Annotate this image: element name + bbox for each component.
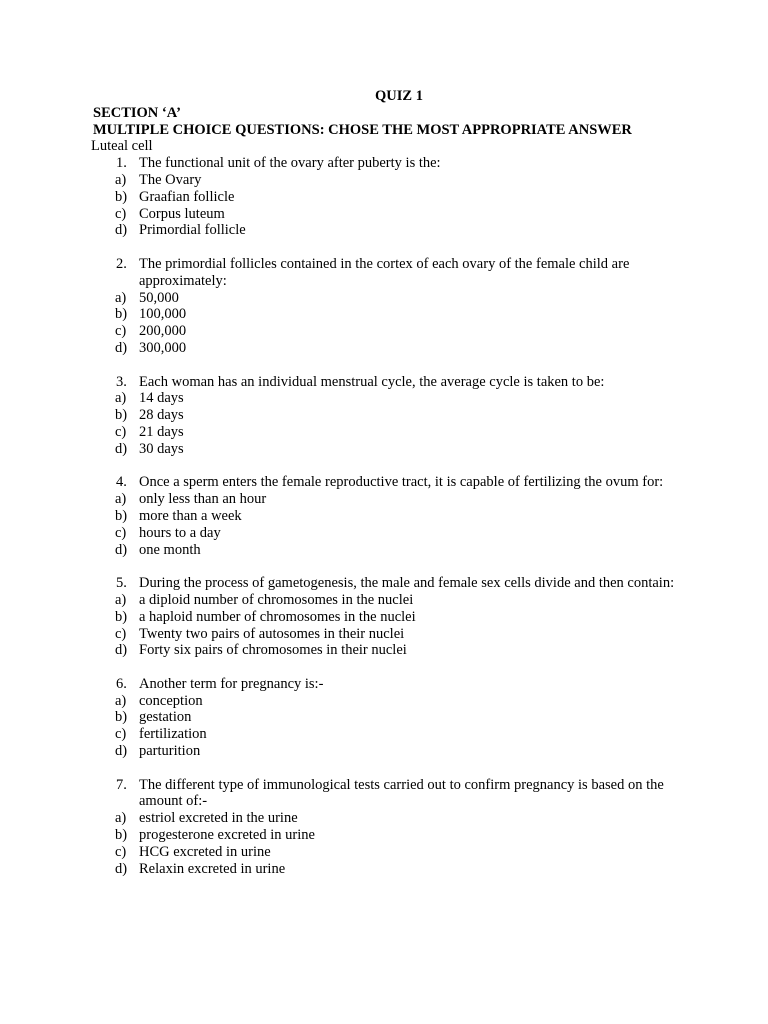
quiz-title: QUIZ 1 (375, 88, 423, 104)
option-list (93, 491, 693, 558)
option-letter: d) (115, 440, 128, 457)
option-text: a haploid number of chromosomes in the nuclei (139, 608, 416, 625)
answer-option (93, 861, 693, 878)
option-list (93, 390, 693, 457)
option-letter: d) (115, 743, 128, 760)
answer-option (93, 491, 693, 508)
answer-option (93, 525, 693, 542)
option-text: 21 days (139, 423, 184, 440)
option-letter: d) (115, 642, 128, 659)
option-text: Relaxin excreted in urine (139, 860, 286, 877)
spacer (93, 239, 693, 256)
option-text: Twenty two pairs of autosomes in their nuclei (139, 625, 405, 642)
option-text: Graafian follicle (139, 188, 235, 205)
question-text: Once a sperm enters the female reproductive tract, it is capable of fertilizing the ovum for: (139, 474, 664, 491)
option-letter: b) (115, 507, 128, 524)
option-letter: c) (115, 205, 127, 222)
option-text: 14 days (139, 390, 184, 407)
question-number: 5. (116, 575, 127, 592)
answer-option (93, 407, 693, 424)
question-item-4 (93, 474, 693, 558)
option-letter: b) (115, 306, 128, 323)
answer-option (93, 306, 693, 323)
question-item-5 (93, 575, 693, 659)
option-letter: a) (115, 289, 127, 306)
option-letter: c) (115, 323, 127, 340)
question-number: 4. (116, 474, 127, 491)
answer-option (93, 424, 693, 441)
option-text: only less than an hour (139, 491, 267, 508)
option-list (93, 290, 693, 357)
question-number: 7. (116, 776, 127, 793)
option-text: one month (139, 541, 201, 558)
option-letter: a) (115, 591, 127, 608)
answer-option (93, 592, 693, 609)
option-text: fertilization (139, 726, 207, 743)
option-letter: b) (115, 608, 128, 625)
option-letter: c) (115, 423, 127, 440)
spacer (93, 760, 693, 777)
question-number: 6. (116, 675, 127, 692)
question-number: 2. (116, 255, 127, 272)
answer-option (93, 693, 693, 710)
question-text: The different type of immunological tests carried out to confirm pregnancy is based on the amount of:- (139, 776, 664, 810)
answer-option (93, 441, 693, 458)
option-text: Primordial follicle (139, 222, 246, 239)
spacer (93, 558, 693, 575)
quiz-page (93, 88, 693, 877)
option-text: progesterone excreted in urine (139, 827, 315, 844)
option-letter: d) (115, 222, 128, 239)
answer-option (93, 626, 693, 643)
question-list (93, 155, 693, 877)
option-letter: d) (115, 541, 128, 558)
option-text: gestation (139, 709, 192, 726)
option-text: HCG excreted in urine (139, 843, 271, 860)
question-item-7 (93, 777, 693, 878)
option-text: 28 days (139, 407, 184, 424)
option-text: 30 days (139, 440, 184, 457)
answer-option (93, 323, 693, 340)
answer-option (93, 508, 693, 525)
answer-option (93, 642, 693, 659)
option-letter: a) (115, 390, 127, 407)
answer-option (93, 743, 693, 760)
option-text: The Ovary (139, 171, 202, 188)
option-list (93, 172, 693, 239)
answer-option (93, 222, 693, 239)
option-text: estriol excreted in the urine (139, 810, 298, 827)
answer-option (93, 709, 693, 726)
spacer (93, 357, 693, 374)
option-letter: a) (115, 692, 127, 709)
answer-option (93, 726, 693, 743)
option-text: parturition (139, 743, 201, 760)
option-text: Forty six pairs of chromosomes in their nuclei (139, 642, 407, 659)
option-letter: b) (115, 188, 128, 205)
option-letter: b) (115, 709, 128, 726)
option-text: more than a week (139, 507, 242, 524)
answer-option (93, 542, 693, 559)
question-text: Each woman has an individual menstrual cycle, the average cycle is taken to be: (139, 373, 605, 390)
option-letter: d) (115, 339, 128, 356)
option-letter: b) (115, 827, 128, 844)
option-text: Corpus luteum (139, 205, 225, 222)
question-text: Another term for pregnancy is:- (139, 675, 324, 692)
option-text: 200,000 (139, 323, 187, 340)
answer-option (93, 844, 693, 861)
answer-option (93, 172, 693, 189)
option-text: 100,000 (139, 306, 187, 323)
option-list (93, 810, 693, 877)
question-text: The functional unit of the ovary after puberty is the: (139, 155, 441, 172)
question-item-2 (93, 256, 693, 357)
option-letter: b) (115, 407, 128, 424)
answer-option (93, 810, 693, 827)
option-letter: c) (115, 843, 127, 860)
section-heading: SECTION ‘A’ (93, 104, 181, 121)
question-number: 1. (116, 155, 127, 172)
option-text: 50,000 (139, 289, 179, 306)
answer-option (93, 827, 693, 844)
answer-option (93, 390, 693, 407)
option-letter: c) (115, 726, 127, 743)
option-text: 300,000 (139, 339, 187, 356)
answer-option (93, 609, 693, 626)
option-letter: c) (115, 625, 127, 642)
answer-option (93, 290, 693, 307)
answer-option (93, 340, 693, 357)
question-text: The primordial follicles contained in the cortex of each ovary of the female child are approximately: (139, 255, 630, 289)
question-text: During the process of gametogenesis, the male and female sex cells divide and then contain: (139, 575, 675, 592)
option-letter: d) (115, 860, 128, 877)
option-list (93, 693, 693, 760)
spacer (93, 458, 693, 475)
option-text: conception (139, 692, 203, 709)
spacer (93, 659, 693, 676)
option-text: hours to a day (139, 524, 221, 541)
question-number: 3. (116, 373, 127, 390)
answer-option (93, 206, 693, 223)
question-item-3 (93, 374, 693, 458)
question-item-6 (93, 676, 693, 760)
option-letter: a) (115, 171, 127, 188)
option-letter: a) (115, 491, 127, 508)
answer-option (93, 189, 693, 206)
note-text: Luteal cell (91, 138, 153, 155)
option-letter: a) (115, 810, 127, 827)
option-text: a diploid number of chromosomes in the nuclei (139, 591, 414, 608)
option-letter: c) (115, 524, 127, 541)
instructions: MULTIPLE CHOICE QUESTIONS: CHOSE THE MOST APPROPRIATE ANSWER (93, 121, 632, 138)
option-list (93, 592, 693, 659)
question-item-1 (93, 155, 693, 239)
